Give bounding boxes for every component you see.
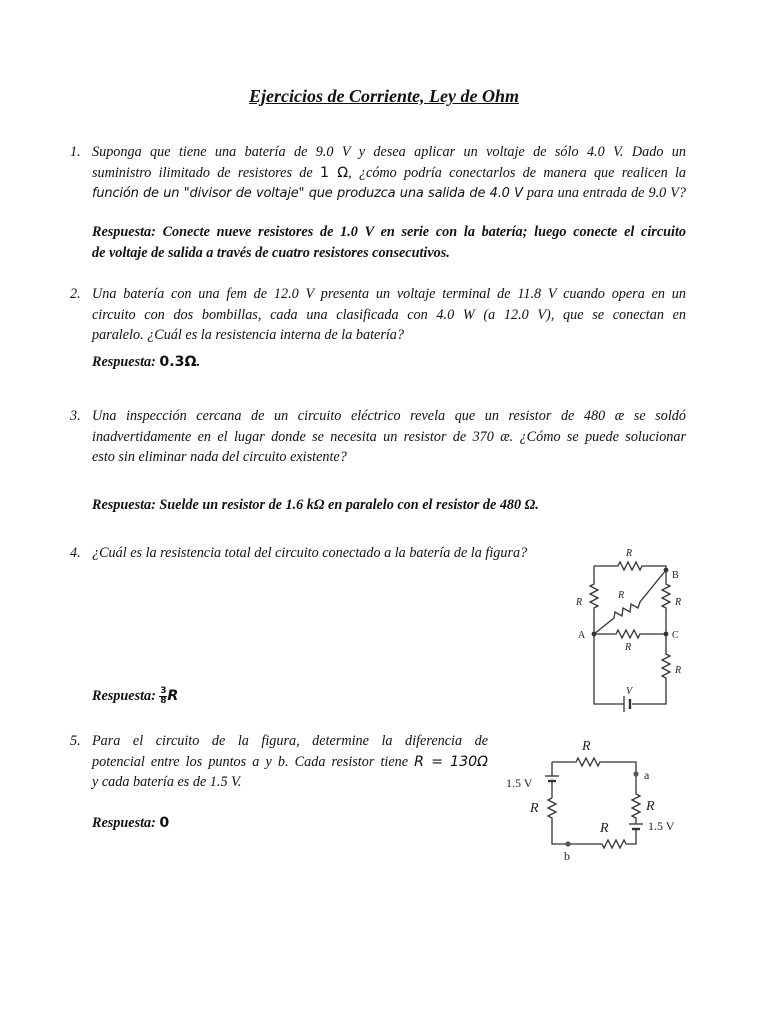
answer-2: Respuesta: 0.3Ω.	[92, 354, 201, 370]
label-point-b: b	[564, 849, 570, 863]
page-title: Ejercicios de Corriente, Ley de Ohm	[249, 86, 519, 106]
label-r: R	[600, 821, 609, 836]
label-r: R	[675, 597, 682, 608]
text-line: paralelo. ¿Cuál es la resistencia interna de la batería?	[92, 327, 404, 343]
problem-number: 3.	[70, 408, 81, 424]
label-node-b: B	[672, 570, 679, 581]
circuit-figure-5	[502, 734, 692, 864]
problem-text	[92, 284, 686, 346]
answer-1	[92, 222, 686, 263]
text-line: Para el circuito de la figura, determine la diferencia de	[92, 733, 488, 749]
label-voltage: 1.5 V	[648, 819, 675, 833]
circuit-figure-4	[566, 546, 692, 718]
text-line: esto sin eliminar nada del circuito existente?	[92, 449, 347, 465]
text-line: Suponga que tiene una batería de 9.0 V y desea aplicar un voltaje de sólo 4.0 V. Dado un	[92, 144, 686, 160]
answer-4: Respuesta: $\frac{3}{8}$ R	[92, 686, 179, 707]
fraction: $\frac{3}{8}$	[160, 686, 167, 707]
answer-3: Respuesta: Suelde un resistor de 1.6 kΩ en paralelo con el resistor de 480 Ω.	[92, 497, 539, 513]
problem-text	[92, 406, 686, 468]
problem-text	[92, 142, 686, 205]
text-line: función de un "divisor de voltaje" que produzca una salida de 4.0 V para una entrada de 9.0 V?	[92, 185, 686, 201]
answer-line: de voltaje de salida a través de cuatro resistores consecutivos.	[92, 244, 450, 261]
label-r: R	[646, 799, 655, 814]
problem-number: 4.	[70, 545, 81, 561]
label-r: R	[626, 548, 633, 559]
label-r: R	[618, 590, 625, 601]
problem-text	[92, 543, 572, 564]
answer-5: Respuesta: 0	[92, 815, 170, 831]
text-line: circuito con dos bombillas, cada una clasificada con 4.0 W (a 12.0 V), que se conectan en	[92, 306, 686, 323]
text-line: potencial entre los puntos a y b. Cada resistor tiene R = 130Ω	[92, 753, 488, 770]
text-line: ¿Cuál es la resistencia total del circuito conectado a la batería de la figura?	[92, 545, 528, 561]
problem-number: 5.	[70, 733, 81, 749]
label-v: V	[626, 686, 633, 697]
label-r: R	[675, 665, 682, 676]
label-r: R	[625, 642, 632, 653]
text-line: inadvertidamente en el lugar donde se necesita un resistor de 370 æ. ¿Cómo se puede solucionar	[92, 428, 686, 445]
label-voltage: 1.5 V	[506, 776, 533, 790]
label-node-a: A	[578, 630, 586, 641]
problem-text	[92, 731, 488, 793]
answer-line: Respuesta: Conecte nueve resistores de 1.0 V en serie con la batería; luego conecte el circuito	[92, 224, 686, 240]
text-line: suministro ilimitado de resistores de 1 Ω, ¿cómo podría conectarlos de manera que realicen la	[92, 164, 686, 181]
text-line: Una inspección cercana de un circuito eléctrico revela que un resistor de 480 æ se soldó	[92, 408, 686, 424]
problem-number: 2.	[70, 286, 81, 302]
text-line: y cada batería es de 1.5 V.	[92, 774, 242, 790]
label-point-a: a	[644, 768, 650, 782]
label-r: R	[530, 801, 539, 816]
label-node-c: C	[672, 630, 679, 641]
label-r: R	[576, 597, 583, 608]
text-line: Una batería con una fem de 12.0 V presenta un voltaje terminal de 11.8 V cuando opera en un	[92, 286, 686, 302]
problem-number: 1.	[70, 144, 81, 160]
label-r: R	[582, 739, 591, 754]
